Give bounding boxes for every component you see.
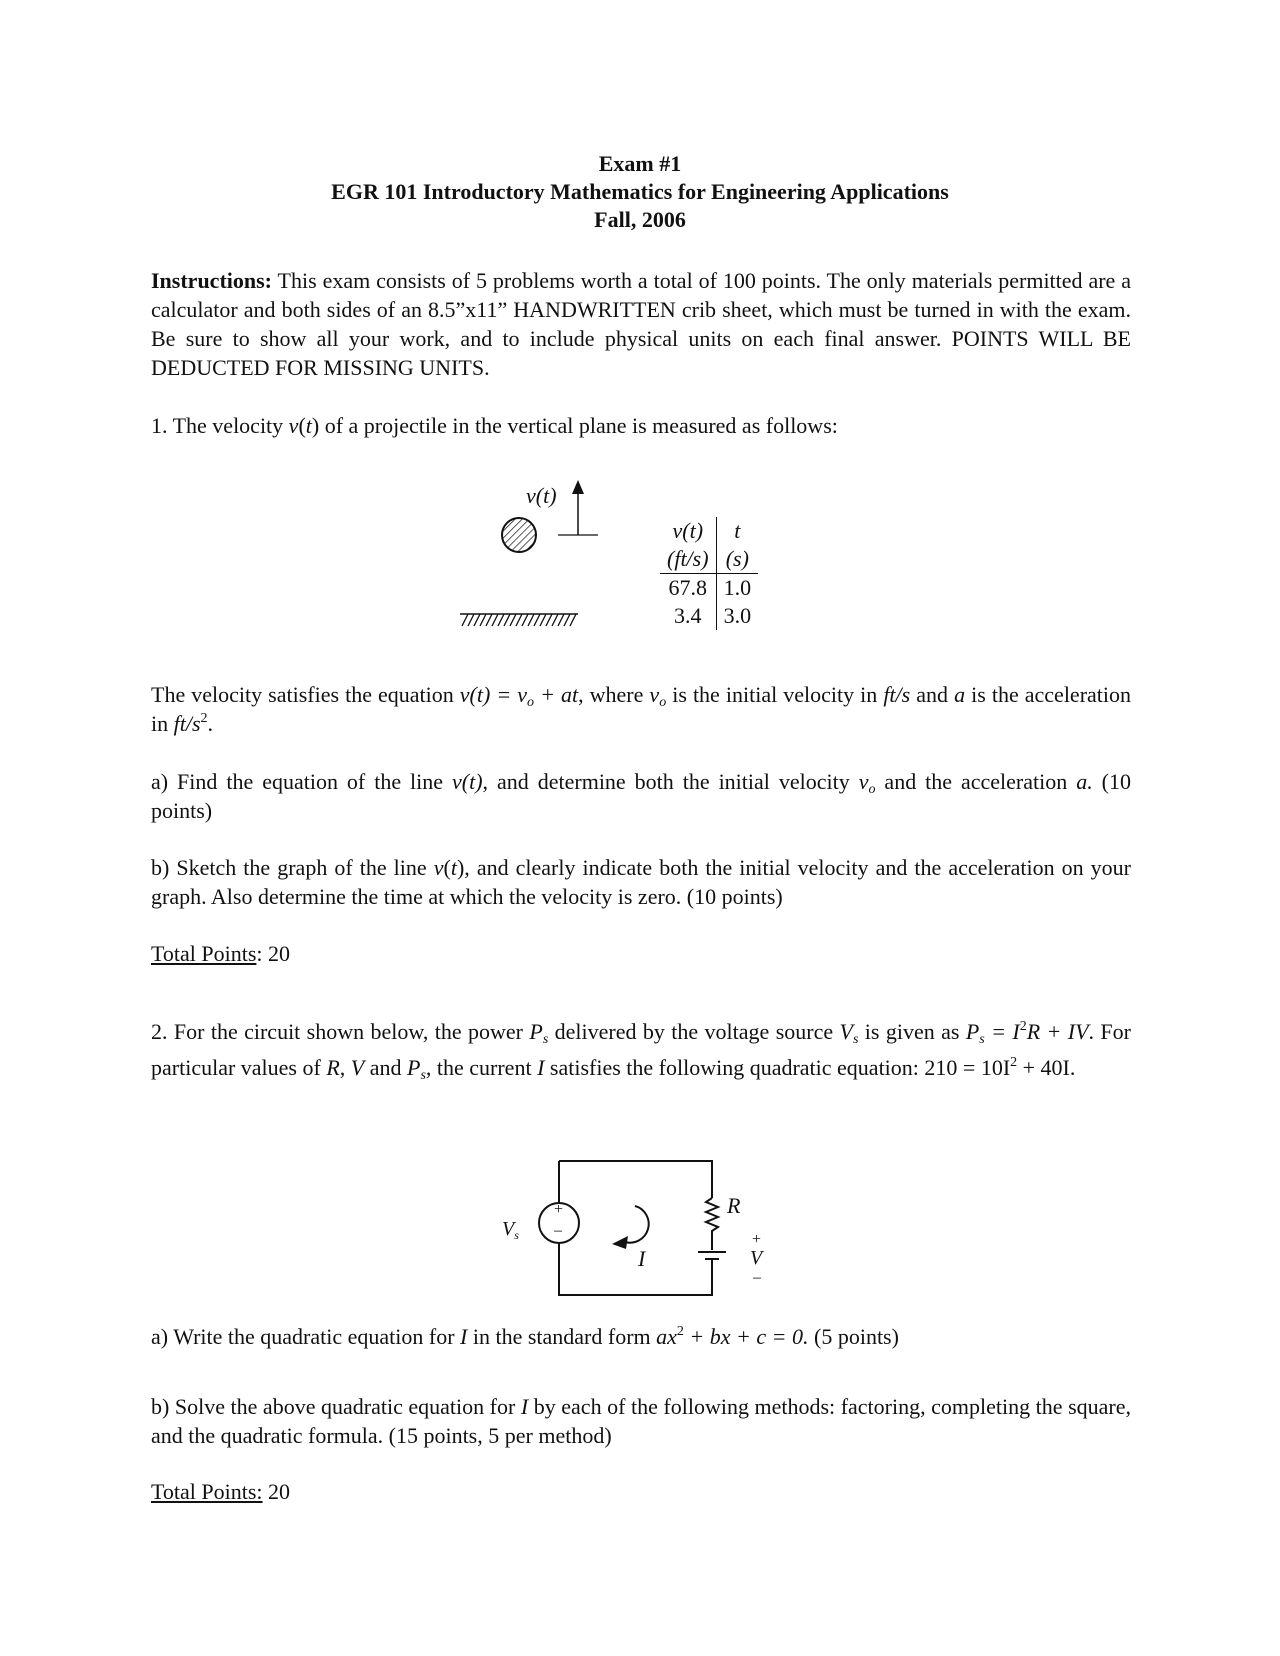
text: satisfies the following quadratic equation: bbox=[544, 1055, 925, 1080]
ground-hatch bbox=[460, 610, 580, 630]
var: v(t) bbox=[452, 769, 483, 794]
resistor-label: R bbox=[727, 1193, 741, 1218]
problem1-part-b: b) Sketch the graph of the line v(t), and clearly indicate both the initial velocity and the acceleration on your graph. Also determine the time at which the velocity is zero. (10 points) bbox=[151, 855, 1131, 909]
text: . bbox=[207, 711, 214, 736]
problem1-equation-text bbox=[151, 680, 1131, 738]
col1-header: v(t) bbox=[672, 518, 704, 543]
total-value: : 20 bbox=[256, 941, 291, 966]
exam-header bbox=[0, 150, 1280, 234]
text: delivered by the voltage source bbox=[548, 1019, 840, 1044]
table-row bbox=[660, 574, 758, 603]
text: , the current bbox=[425, 1055, 538, 1080]
var-v: v bbox=[649, 682, 660, 707]
circuit-diagram bbox=[490, 1150, 780, 1310]
course-title: EGR 101 Introductory Mathematics for Engineering Applications bbox=[331, 179, 949, 204]
cell-v: 3.4 bbox=[660, 602, 716, 630]
current-arrow-head bbox=[612, 1236, 628, 1249]
text: (10 points) bbox=[151, 769, 1132, 823]
var-a: a bbox=[954, 682, 966, 707]
text: and bbox=[910, 682, 955, 707]
velocity-table bbox=[660, 517, 758, 630]
resistor bbox=[706, 1198, 718, 1250]
unit: ft/s bbox=[883, 682, 911, 707]
battery-plus: + bbox=[752, 1231, 762, 1248]
figure-vt-label: v(t) bbox=[526, 483, 557, 508]
quadratic-equation: 210 = 10I bbox=[924, 1055, 1011, 1080]
velocity-arrow-head bbox=[572, 480, 584, 494]
instructions-text: This exam consists of 5 problems worth a total of 100 points. The only materials permitted are a calculator and both sides of an 8.5”x11” HANDWRITTEN crib sheet, which must be turned in with the exam. Be sure to show all your work, and to include physical units on each final answer. POINTS WILL BE DEDUCTED FOR MISSING UNITS. bbox=[151, 268, 1131, 380]
total-label: Total Points: bbox=[151, 1479, 263, 1504]
text: (5 points) bbox=[808, 1324, 899, 1349]
current-arrow-arc bbox=[625, 1206, 649, 1243]
var-V: V bbox=[839, 1019, 853, 1044]
exponent: 2 bbox=[1010, 1055, 1018, 1070]
formula-rest: + at bbox=[534, 682, 579, 707]
text: , and clearly indicate both the initial velocity and the acceleration on your graph. Also determine the time at which the velocity is zero. (10 points) bbox=[151, 855, 1131, 909]
text: , bbox=[339, 1055, 351, 1080]
source-plus: + bbox=[554, 1201, 564, 1218]
table-header-row bbox=[660, 517, 758, 545]
total-value: 20 bbox=[262, 1479, 291, 1504]
problem2-part-a bbox=[151, 1322, 1131, 1351]
col2-header: t bbox=[734, 518, 741, 543]
var-I: I bbox=[537, 1055, 545, 1080]
text: of a projectile in the vertical plane is measured as follows: bbox=[319, 413, 838, 438]
var-a: a. bbox=[1076, 769, 1093, 794]
text: by each of the following methods: factoring, completing the square, and the quadratic formula. (15 points, 5 per method) bbox=[151, 1394, 1131, 1448]
unit: ft/s bbox=[173, 711, 201, 736]
text: b) Solve the above quadratic equation for bbox=[151, 1394, 521, 1419]
text: a) Find the equation of the line bbox=[151, 769, 453, 794]
var-v: v bbox=[858, 769, 869, 794]
var-P: P bbox=[529, 1019, 543, 1044]
subscript: o bbox=[868, 782, 876, 797]
var-I: I bbox=[520, 1394, 529, 1419]
exponent: 2 bbox=[1019, 1019, 1027, 1034]
top-wire bbox=[559, 1161, 712, 1198]
projectile-ball bbox=[502, 518, 536, 552]
problem1-part-a bbox=[151, 767, 1131, 825]
source-label: $V_s$ bbox=[502, 1218, 519, 1242]
subscript: s bbox=[852, 1032, 859, 1047]
problem1-intro: 1. The velocity v(t) of a projectile in the vertical plane is measured as follows: bbox=[151, 413, 838, 438]
var-t: t bbox=[305, 413, 312, 438]
text: in the standard form bbox=[467, 1324, 657, 1349]
formula: = I bbox=[984, 1019, 1020, 1044]
text: , where bbox=[578, 682, 650, 707]
text: a) Write the quadratic equation for bbox=[151, 1324, 461, 1349]
var-P: P bbox=[965, 1019, 980, 1044]
subscript: s bbox=[420, 1068, 426, 1083]
instructions-label: Instructions: bbox=[151, 268, 273, 293]
var-R: R bbox=[326, 1055, 340, 1080]
instructions bbox=[151, 266, 1131, 382]
var-I: I bbox=[460, 1324, 468, 1349]
text: and bbox=[364, 1055, 407, 1080]
exponent: 2 bbox=[200, 711, 208, 726]
text: The velocity satisfies the equation bbox=[151, 682, 460, 707]
subscript: s bbox=[979, 1032, 985, 1047]
exponent: 2 bbox=[676, 1324, 684, 1339]
col2-units: (s) bbox=[725, 546, 749, 571]
term: Fall, 2006 bbox=[594, 207, 686, 232]
battery-minus: – bbox=[753, 1269, 761, 1286]
cell-v: 67.8 bbox=[660, 574, 716, 603]
var-v: v bbox=[433, 855, 444, 880]
text: . For particular values of bbox=[151, 1019, 1131, 1080]
source-minus: – bbox=[554, 1222, 562, 1239]
text: and the acceleration bbox=[875, 769, 1077, 794]
table-units-row bbox=[660, 545, 758, 574]
var-v: v bbox=[288, 413, 299, 438]
text: is the acceleration in bbox=[151, 682, 1132, 736]
var-t: t bbox=[450, 855, 457, 880]
bottom-wire bbox=[559, 1242, 712, 1295]
text: is given as bbox=[858, 1019, 966, 1044]
problem1-total bbox=[151, 939, 1131, 968]
var-P: P bbox=[406, 1055, 421, 1080]
standard-form: ax bbox=[656, 1324, 677, 1349]
total-label: Total Points bbox=[151, 941, 257, 966]
text: b) Sketch the graph of the line bbox=[151, 855, 434, 880]
text: , and determine both the initial velocity bbox=[482, 769, 859, 794]
problem2-intro bbox=[151, 1014, 1131, 1086]
var-V: V bbox=[350, 1055, 365, 1080]
text: is the initial velocity in bbox=[666, 682, 884, 707]
formula: v(t) = v bbox=[459, 682, 528, 707]
subscript: o bbox=[659, 695, 667, 710]
text: 1. The velocity bbox=[151, 413, 289, 438]
cell-t: 3.0 bbox=[723, 603, 752, 628]
quadratic-rest: + 40I. bbox=[1017, 1055, 1076, 1080]
table-row bbox=[660, 602, 758, 630]
exam-title: Exam #1 bbox=[598, 151, 682, 176]
standard-form-rest: + bx + c = 0. bbox=[683, 1324, 809, 1349]
cell-t: 1.0 bbox=[723, 575, 752, 600]
formula-rest: R + IV bbox=[1026, 1019, 1089, 1044]
col1-units: (ft/s) bbox=[667, 546, 709, 571]
text: 2. For the circuit shown below, the power bbox=[151, 1019, 530, 1044]
battery-label: V bbox=[750, 1247, 763, 1269]
subscript: o bbox=[527, 695, 535, 710]
subscript: s bbox=[542, 1032, 549, 1047]
problem2-part-b bbox=[151, 1392, 1131, 1450]
problem2-total bbox=[151, 1477, 1131, 1506]
current-label: I bbox=[638, 1246, 646, 1271]
